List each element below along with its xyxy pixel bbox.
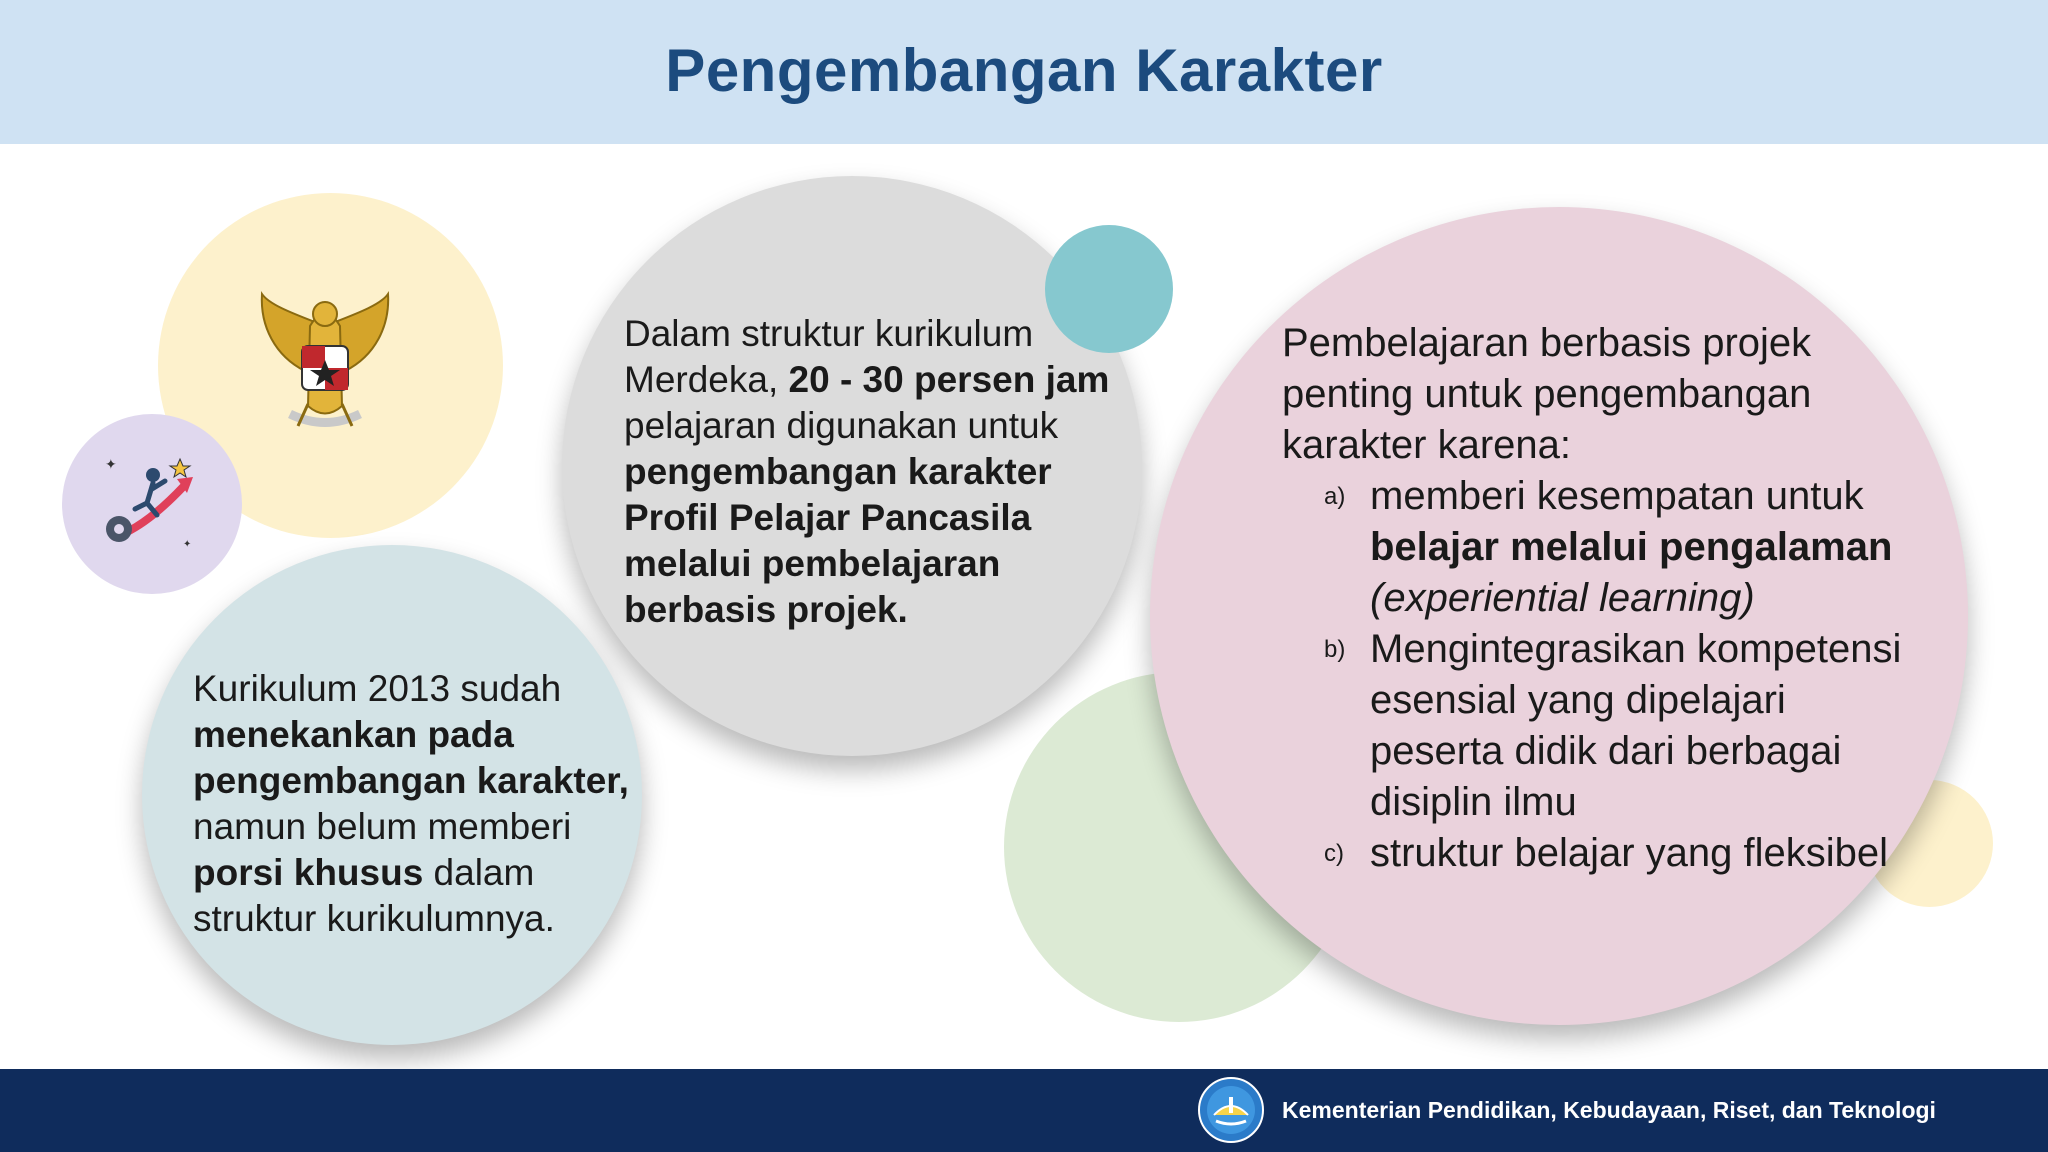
svg-text:✦: ✦ [183,539,192,550]
svg-text:✦: ✦ [105,456,117,472]
ministry-logo [1196,1075,1266,1145]
item-text: struktur belajar yang fleksibel [1370,831,1889,875]
blue-text-2: namun belum memberi [193,806,572,847]
list-item [1282,828,1922,879]
garuda-icon [262,294,388,426]
item-text: memberi kesempatan untuk [1370,474,1864,518]
list-item [1282,624,1922,828]
footer-bar [0,1069,2048,1152]
list-item [1282,471,1922,624]
blue-bold-1: menekankan pada pengembangan karakter, [193,714,629,801]
list-marker: b) [1324,636,1346,663]
gray-bubble-text [624,311,1144,633]
reasons-list [1282,471,1922,879]
blue-text-1: Kurikulum 2013 sudah [193,668,562,709]
gray-bold-1: 20 - 30 persen jam [788,359,1110,400]
blue-text-3: dalam struktur kurikulumnya. [193,852,555,939]
garuda-emblem [250,286,400,441]
list-marker: a) [1324,483,1346,510]
item-bold: belajar melalui pengalaman [1370,525,1893,569]
item-text: Mengintegrasikan kompetensi esensial yang dipelajari peserta didik dari berbagai disiplin ilmu [1370,627,1902,824]
growth-icon [95,447,207,559]
gray-bold-2: pengembangan karakter Profil Pelajar Pancasila melalui pembelajaran berbasis projek. [624,451,1052,630]
item-italic: (experiential learning) [1370,576,1755,620]
teal-circle [1045,225,1173,353]
list-marker: c) [1324,840,1344,867]
page-title: Pengembangan Karakter [665,37,1383,104]
gray-text-1: Dalam struktur kurikulum Merdeka, [624,313,1034,400]
gray-text-2: pelajaran digunakan untuk [624,405,1059,446]
blue-bubble-text [193,666,653,942]
pink-intro: Pembelajaran berbasis projek penting untuk pengembangan karakter karena: [1282,321,1812,467]
pink-bubble-text [1282,318,1922,879]
ministry-name: Kementerian Pendidikan, Kebudayaan, Riset, dan Teknologi [1282,1097,1936,1123]
blue-bold-2: porsi khusus [193,852,424,893]
